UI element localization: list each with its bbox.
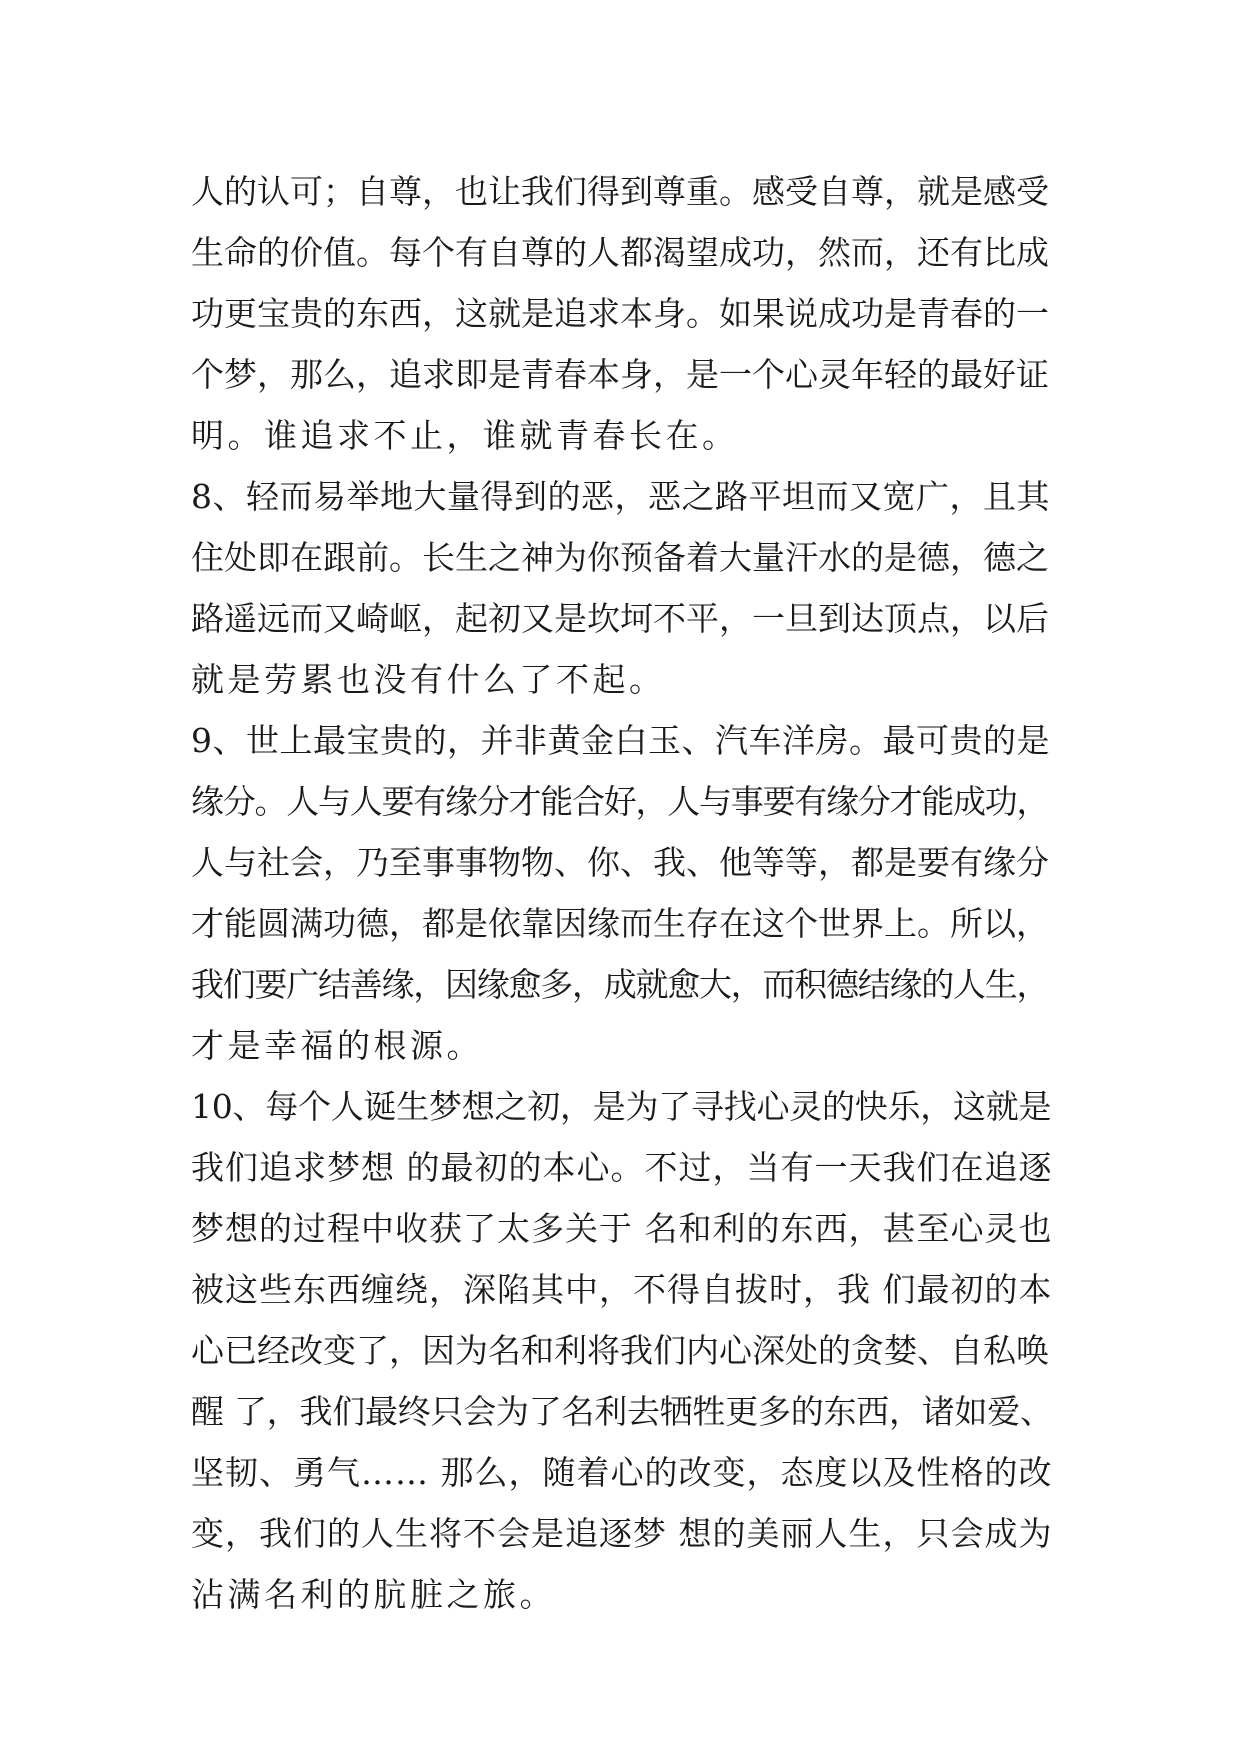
text-line: 个梦，那么，追求即是青春本身，是一个心灵年轻的最好证 (191, 355, 1049, 394)
text-line: 生命的价值。每个有自尊的人都渴望成功，然而，还有比成 (191, 233, 1049, 272)
body-text (191, 161, 1053, 1625)
text-line: 人的认可；自尊，也让我们得到尊重。感受自尊，就是感受 (191, 172, 1049, 211)
text-line: 缘分。人与人要有缘分才能合好，人与事要有缘分才能成功， (191, 782, 1049, 821)
text-line: 明。谁追求不止，谁就青春长在。 (191, 416, 739, 455)
text-line: 住处即在跟前。长生之神为你预备着大量汗水的是德，德之 (191, 538, 1049, 577)
text-line: 才能圆满功德，都是依靠因缘而生存在这个世界上。所以， (191, 904, 1049, 943)
text-line: 坚韧、勇气…… 那么，随着心的改变，态度以及性格的改 (191, 1453, 1053, 1492)
text-line: 10、每个人诞生梦想之初，是为了寻找心灵的快乐，这就是 (191, 1087, 1052, 1126)
text-line: 8、轻而易举地大量得到的恶，恶之路平坦而又宽广，且其 (191, 477, 1050, 516)
text-line: 人与社会，乃至事事物物、你、我、他等等，都是要有缘分 (191, 843, 1049, 882)
text-line: 变，我们的人生将不会是追逐梦 想的美丽人生，只会成为 (191, 1514, 1053, 1553)
text-line: 梦想的过程中收获了太多关于 名和利的东西，甚至心灵也 (191, 1209, 1053, 1248)
text-line: 被这些东西缠绕，深陷其中，不得自拔时，我 们最初的本 (191, 1270, 1053, 1309)
text-line: 就是劳累也没有什么了不起。 (191, 660, 666, 699)
text-line: 9、世上最宝贵的，并非黄金白玉、汽车洋房。最可贵的是 (191, 721, 1050, 760)
text-line: 醒 了，我们最终只会为了名利去牺牲更多的东西，诸如爱、 (191, 1392, 1053, 1431)
text-line: 沾满名利的肮脏之旅。 (191, 1575, 556, 1614)
text-line: 我们追求梦想 的最初的本心。不过，当有一天我们在追逐 (191, 1148, 1053, 1187)
text-line: 我们要广结善缘，因缘愈多，成就愈大，而积德结缘的人生， (191, 965, 1049, 1004)
text-line: 才是幸福的根源。 (191, 1026, 483, 1065)
text-line: 功更宝贵的东西，这就是追求本身。如果说成功是青春的一 (191, 294, 1049, 333)
text-line: 路遥远而又崎岖，起初又是坎坷不平，一旦到达顶点，以后 (191, 599, 1049, 638)
text-line: 心已经改变了，因为名和利将我们内心深处的贪婪、自私唤 (191, 1331, 1049, 1370)
